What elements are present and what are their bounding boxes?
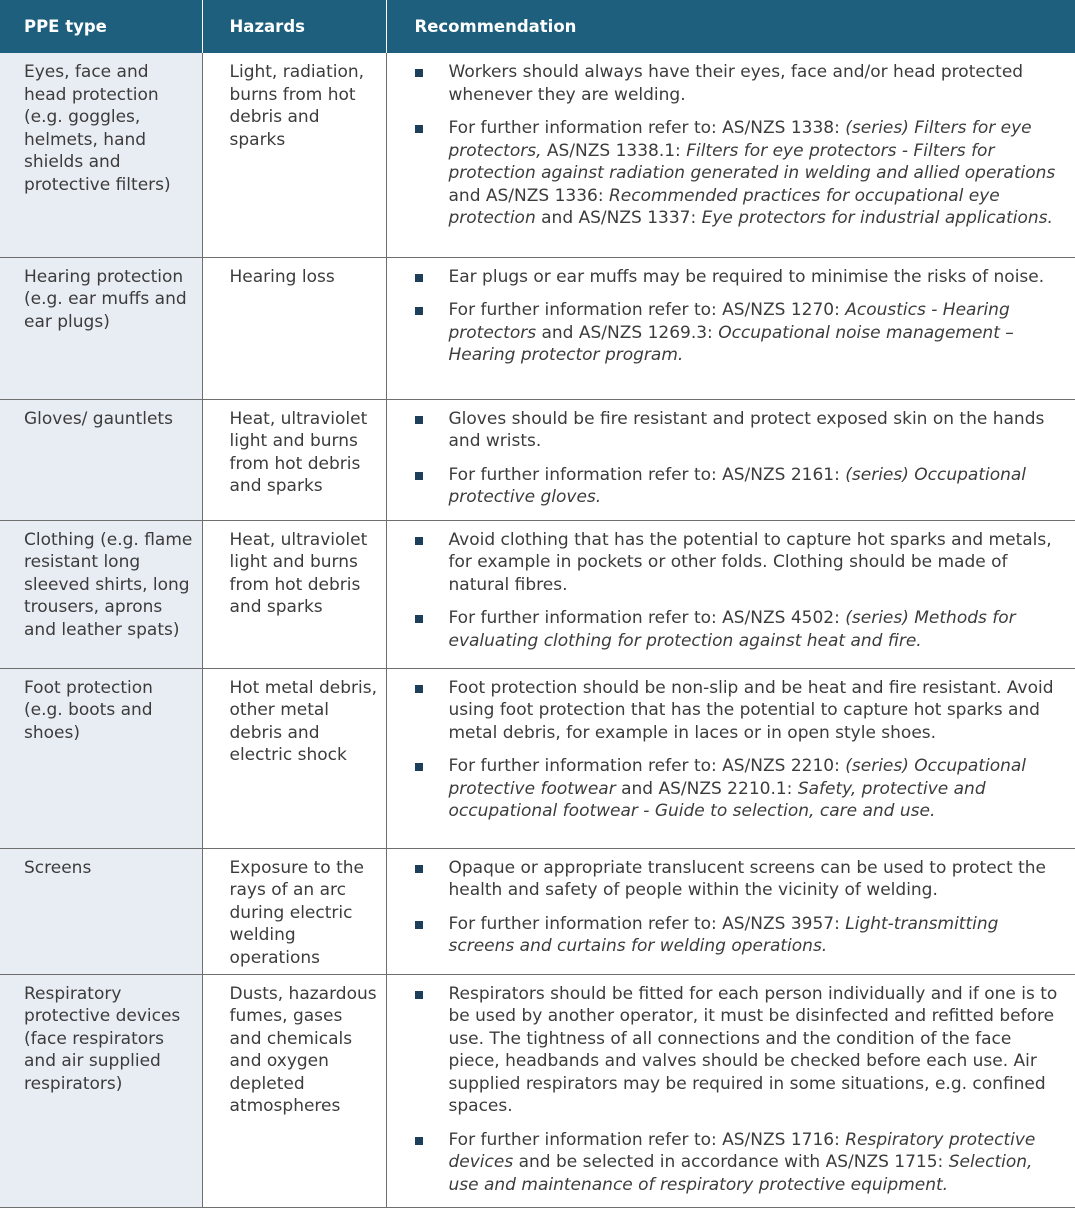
list-item xyxy=(415,299,1066,367)
recommendation-cell xyxy=(386,520,1075,668)
text-segment: and be selected in accordance with AS/NZS 1715: xyxy=(513,1152,949,1172)
square-bullet-icon xyxy=(415,125,423,133)
hazards-cell: Dusts, hazardous fumes, gases and chemicals and oxygen depleted atmospheres xyxy=(202,974,386,1208)
standard-title: Recommended practices for occupational eye protection xyxy=(448,185,1000,228)
square-bullet-icon xyxy=(415,472,423,480)
recommendation-list xyxy=(415,983,1066,1197)
square-bullet-icon xyxy=(415,763,423,771)
standard-title: Safety, protective and occupational footwear - Guide to selection, care and use. xyxy=(448,778,986,821)
list-item xyxy=(415,1129,1066,1197)
table-row xyxy=(0,520,1075,668)
text-segment: For further information refer to: AS/NZS 3957: xyxy=(448,913,846,934)
text-segment: For further information refer to: AS/NZS 1338: xyxy=(448,118,846,138)
recommendation-list xyxy=(415,677,1066,823)
ppe-type-cell: Clothing (e.g. flame resistant long sleeved shirts, long trousers, aprons and leather spats) xyxy=(0,520,202,668)
recommendation-cell xyxy=(386,399,1075,520)
recommendation-cell xyxy=(386,53,1075,257)
text-segment: For further information refer to: AS/NZS 2210: xyxy=(448,756,846,776)
recommendation-cell xyxy=(386,848,1075,974)
hazards-cell: Hot metal debris, other metal debris and electric shock xyxy=(202,668,386,848)
text-segment: Opaque or appropriate translucent screens can be used to protect the health and safety of people within the vicinity of welding. xyxy=(448,857,1046,900)
square-bullet-icon xyxy=(415,537,423,545)
hazards-cell: Hearing loss xyxy=(202,257,386,399)
list-item xyxy=(415,117,1066,230)
ppe-type-cell: Respiratory protective devices (face respirators and air supplied respirators) xyxy=(0,974,202,1208)
recommendation-list xyxy=(415,529,1066,653)
standard-title: Light-transmitting screens and curtains for welding operations. xyxy=(448,913,999,956)
ppe-type-cell: Foot protection (e.g. boots and shoes) xyxy=(0,668,202,848)
recommendation-cell xyxy=(386,668,1075,848)
standard-title: Eye protectors for industrial applications. xyxy=(701,208,1053,228)
table-row xyxy=(0,848,1075,974)
text-segment: For further information refer to: AS/NZS 1270: xyxy=(448,300,846,320)
ppe-type-cell: Eyes, face and head protection (e.g. goggles, helmets, hand shields and protective filters) xyxy=(0,53,202,257)
text-segment: For further information refer to: AS/NZS 1716: xyxy=(448,1129,846,1150)
header-row xyxy=(0,0,1075,53)
square-bullet-icon xyxy=(415,274,423,282)
hazards-cell: Exposure to the rays of an arc during electric welding operations xyxy=(202,848,386,974)
standard-title: (series) Occupational protective footwear xyxy=(448,756,1027,799)
table-row xyxy=(0,257,1075,399)
text-segment: Foot protection should be non-slip and be heat and fire resistant. Avoid using foot protection that has the potential to capture hot sparks and metal debris, for example in laces or in open style shoes. xyxy=(448,677,1054,743)
standard-title: Respiratory protective devices xyxy=(448,1129,1036,1172)
text-segment: AS/NZS 1338.1: xyxy=(541,140,687,161)
recommendation-list xyxy=(415,266,1066,367)
text-segment: Avoid clothing that has the potential to capture hot sparks and metals, for example in pockets or other folds. Clothing should be made of natural fibres. xyxy=(448,529,1052,595)
text-segment: For further information refer to: AS/NZS 2161: xyxy=(448,464,846,485)
square-bullet-icon xyxy=(415,615,423,623)
square-bullet-icon xyxy=(415,685,423,693)
table-row xyxy=(0,974,1075,1208)
ppe-type-cell: Gloves/ gauntlets xyxy=(0,399,202,520)
square-bullet-icon xyxy=(415,69,423,77)
list-item xyxy=(415,464,1066,509)
ppe-type-cell: Hearing protection (e.g. ear muffs and ear plugs) xyxy=(0,257,202,399)
list-item xyxy=(415,607,1066,652)
list-item xyxy=(415,408,1066,453)
recommendation-cell xyxy=(386,257,1075,399)
text-segment: and AS/NZS 2210.1: xyxy=(615,778,798,799)
text-segment: Gloves should be fire resistant and protect exposed skin on the hands and wrists. xyxy=(448,408,1045,451)
standard-title: (series) Methods for evaluating clothing for protection against heat and fire. xyxy=(448,608,1016,651)
square-bullet-icon xyxy=(415,307,423,315)
square-bullet-icon xyxy=(415,865,423,873)
standard-title: (series) Occupational protective gloves. xyxy=(448,464,1027,507)
recommendation-cell xyxy=(386,974,1075,1208)
list-item xyxy=(415,913,1066,958)
standard-title: Selection, use and maintenance of respiratory protective equipment. xyxy=(448,1152,1033,1195)
list-item xyxy=(415,857,1066,902)
text-segment: For further information refer to: AS/NZS 4502: xyxy=(448,608,846,628)
square-bullet-icon xyxy=(415,416,423,424)
ppe-type-cell: Screens xyxy=(0,848,202,974)
recommendation-list xyxy=(415,61,1066,230)
standard-title: Acoustics - Hearing protectors xyxy=(448,300,1010,343)
header-hazards: Hazards xyxy=(202,0,386,53)
text-segment: and AS/NZS 1337: xyxy=(535,208,702,228)
standard-title: Filters for eye protectors - Filters for protection against radiation generated in welding and allied operations xyxy=(448,140,1056,183)
square-bullet-icon xyxy=(415,1137,423,1145)
table-row xyxy=(0,668,1075,848)
hazards-cell: Heat, ultraviolet light and burns from hot debris and sparks xyxy=(202,520,386,668)
text-segment: Respirators should be fitted for each person individually and if one is to be used by another operator, it must be disinfected and refitted before use. The tightness of all connections and the condition of the face piece, headbands and valves should be checked before each use. Air supplied respirators may be required in some situations, e.g. confined spaces. xyxy=(448,983,1058,1116)
recommendation-list xyxy=(415,857,1066,958)
header-ppe-type: PPE type xyxy=(0,0,202,53)
text-segment: Workers should always have their eyes, face and/or head protected whenever they are welding. xyxy=(448,62,1024,105)
recommendation-list xyxy=(415,408,1066,509)
table-row xyxy=(0,399,1075,520)
text-segment: and AS/NZS 1336: xyxy=(448,185,609,206)
list-item xyxy=(415,529,1066,597)
list-item xyxy=(415,755,1066,823)
text-segment: and AS/NZS 1269.3: xyxy=(536,322,719,343)
hazards-cell: Heat, ultraviolet light and burns from hot debris and sparks xyxy=(202,399,386,520)
list-item xyxy=(415,266,1066,289)
standard-title: (series) Filters for eye protectors, xyxy=(448,118,1032,161)
list-item xyxy=(415,677,1066,745)
standard-title: Occupational noise management – Hearing protector program. xyxy=(448,322,1014,365)
list-item xyxy=(415,61,1066,106)
header-recommendation: Recommendation xyxy=(386,0,1075,53)
text-segment: Ear plugs or ear muffs may be required to minimise the risks of noise. xyxy=(448,266,1045,287)
table-row xyxy=(0,53,1075,257)
hazards-cell: Light, radiation, burns from hot debris and sparks xyxy=(202,53,386,257)
square-bullet-icon xyxy=(415,921,423,929)
square-bullet-icon xyxy=(415,991,423,999)
list-item xyxy=(415,983,1066,1118)
